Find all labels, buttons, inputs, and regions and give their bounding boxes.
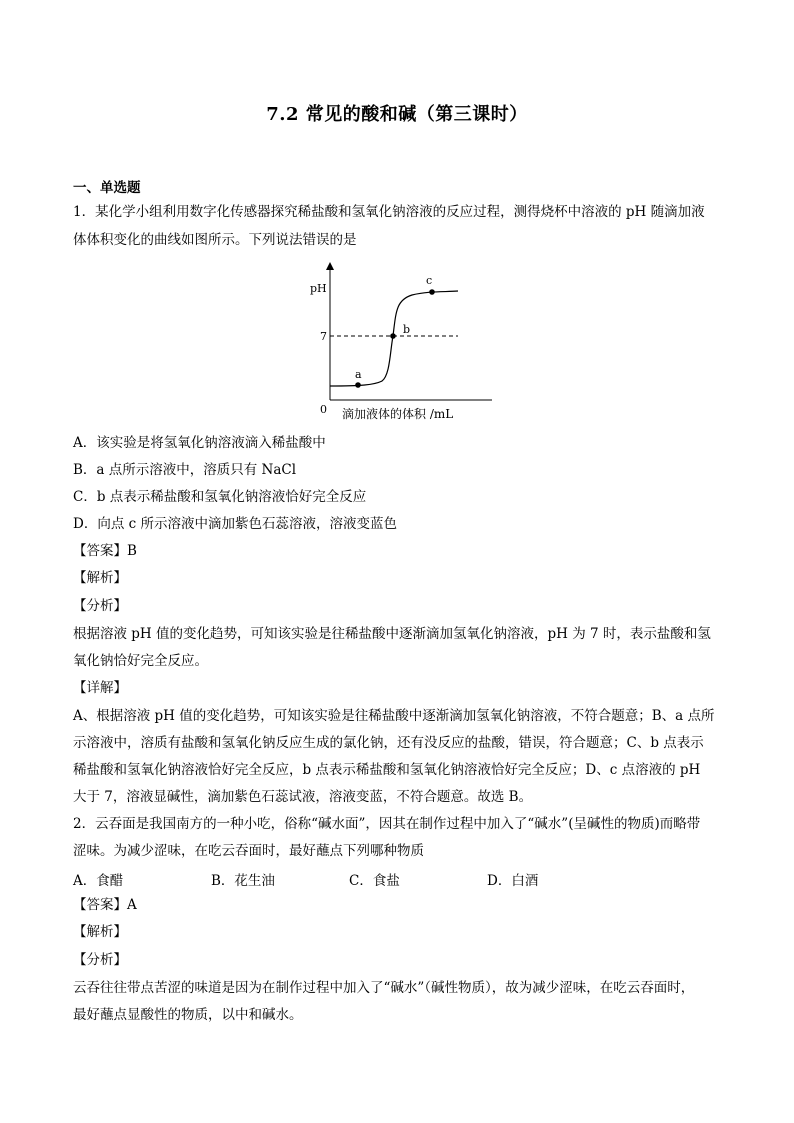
section-heading: 一、单选题 [73, 180, 141, 196]
q1-answer: 【答案】B [73, 543, 137, 559]
x-axis-label: 滴加液体的体积 /mL [342, 407, 454, 421]
q2-stem-line-2: 涩味。为减少涩味，在吃云吞面时，最好蘸点下列哪种物质 [73, 843, 424, 859]
q1-fenxi-heading: 【分析】 [73, 598, 127, 614]
q2-option-b: B．花生油 [211, 873, 275, 889]
origin-label: 0 [320, 403, 327, 416]
point-c-label: c [426, 274, 433, 287]
q2-option-c: C．食盐 [349, 873, 400, 889]
q1-stem-line-1: 1．某化学小组利用数字化传感器探究稀盐酸和氢氧化钠溶液的反应过程，测得烧杯中溶液的 pH 随滴加液 [73, 204, 705, 220]
q1-detail-heading: 【详解】 [73, 680, 127, 696]
point-b [390, 333, 396, 339]
q2-options-row [73, 869, 733, 889]
q2-option-d: D．白酒 [487, 873, 539, 889]
q1-option-b: B．a 点所示溶液中，溶质只有 NaCl [73, 462, 297, 478]
q1-detail-line-1: A、根据溶液 pH 值的变化趋势，可知该实验是往稀盐酸中逐渐滴加氢氧化钠溶液，不符合题意；B、a 点所 [73, 708, 715, 724]
ph-curve-chart [300, 262, 500, 424]
page-title: 7.2 常见的酸和碱（第三课时） [266, 104, 528, 125]
q1-option-d: D．向点 c 所示溶液中滴加紫色石蕊溶液，溶液变蓝色 [73, 516, 397, 532]
q2-fenxi-line-1: 云吞往往带点苦涩的味道是因为在制作过程中加入了“碱水”（碱性物质），故为减少涩味，在吃云吞面时， [73, 980, 695, 996]
q1-option-a: A．该实验是将氢氧化钠溶液滴入稀盐酸中 [73, 435, 326, 451]
q2-analysis-heading: 【解析】 [73, 924, 127, 940]
q1-analysis-heading: 【解析】 [73, 570, 127, 586]
y-tick-7: 7 [320, 330, 327, 343]
q2-stem-line-1: 2．云吞面是我国南方的一种小吃，俗称“碱水面”，因其在制作过程中加入了“碱水”(呈碱性的物质)而略带 [73, 816, 701, 832]
q1-detail-line-3: 稀盐酸和氢氧化钠溶液恰好完全反应，b 点表示稀盐酸和氢氧化钠溶液恰好完全反应；D、c 点溶液的 pH [73, 762, 701, 778]
q1-option-c: C．b 点表示稀盐酸和氢氧化钠溶液恰好完全反应 [73, 489, 367, 505]
q1-stem-line-2: 体体积变化的曲线如图所示。下列说法错误的是 [73, 232, 357, 248]
y-axis-label: pH [310, 282, 327, 295]
point-a-label: a [355, 368, 362, 381]
q1-detail-line-2: 示溶液中，溶质有盐酸和氢氧化钠反应生成的氯化钠，还有没反应的盐酸，错误，符合题意；C、b 点表示 [73, 735, 704, 751]
point-a [355, 382, 361, 388]
q2-answer: 【答案】A [73, 897, 137, 913]
q2-fenxi-heading: 【分析】 [73, 952, 127, 968]
q1-fenxi-line-1: 根据溶液 pH 值的变化趋势，可知该实验是往稀盐酸中逐渐滴加氢氧化钠溶液，pH 为 7 时，表示盐酸和氢 [73, 626, 711, 642]
q1-fenxi-line-2: 氧化钠恰好完全反应。 [73, 653, 208, 669]
point-b-label: b [403, 323, 411, 336]
point-c [429, 289, 435, 295]
q2-fenxi-line-2: 最好蘸点显酸性的物质，以中和碱水。 [73, 1007, 303, 1023]
q1-detail-line-4: 大于 7，溶液显碱性，滴加紫色石蕊试液，溶液变蓝，不符合题意。故选 B。 [73, 789, 533, 805]
q2-option-a: A．食醋 [73, 873, 124, 889]
